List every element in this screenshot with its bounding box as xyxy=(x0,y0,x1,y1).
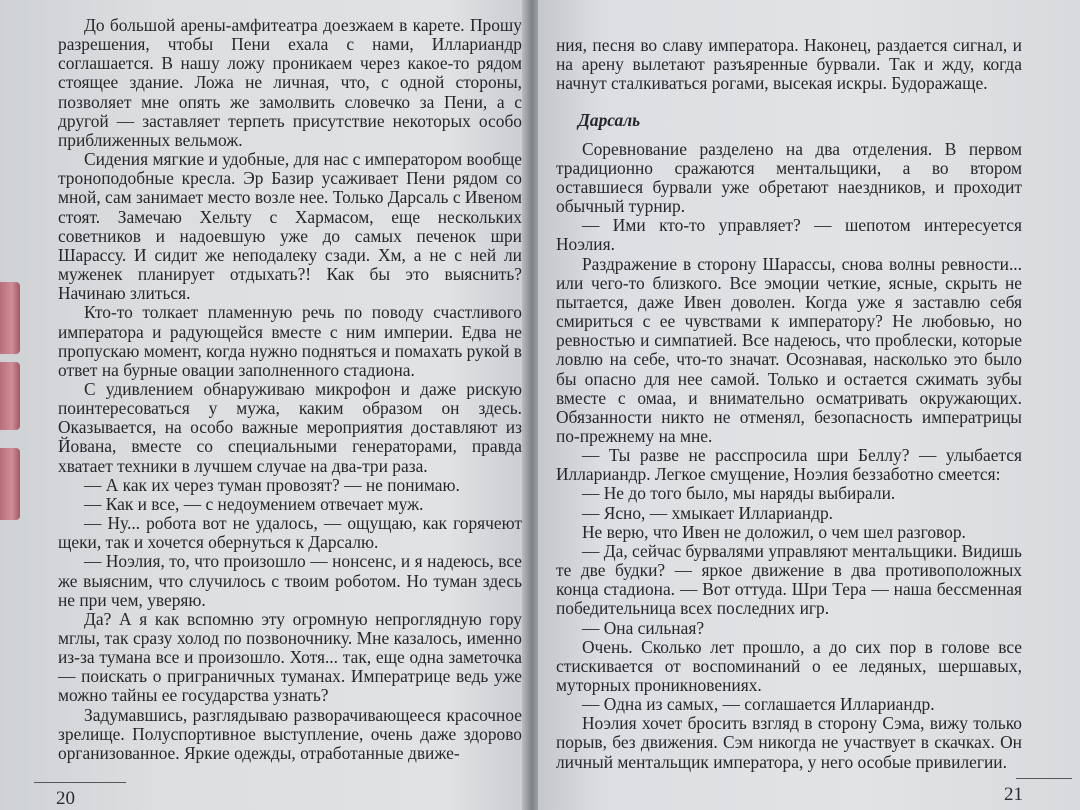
dialogue-line: — Не до того было, мы наряды выбирали. xyxy=(582,483,896,504)
paragraph: Задумавшись, разглядываю разворачивающееся красочное зрелище. Полуспортивное выступление, очень даже здорово организованное. Яркие одежды, отработанные движе- xyxy=(58,704,522,763)
paragraph: Очень. Сколько лет прошло, а до сих пор в голове все стискивается от воспоминаний о ее ледяных, шершавых, муторных проникновениях. xyxy=(556,636,1022,695)
section-heading: Дарсаль xyxy=(578,110,641,131)
right-page xyxy=(538,0,1080,810)
paragraph: Да? А я как вспомню эту огромную непроглядную гору мглы, так сразу холод по позвоночнику. Мне казалось, именно из-за тумана все и произошло. Хотя... так, еще одна заметочка — поискать о приграничных туманах. Императрице ведь уже можно тайны ее государства узнать? xyxy=(58,608,522,706)
paragraph: Соревнование разделено на два отделения. В первом традиционно сражаются ментальщики, а во втором оставшиеся бурвали уже обретают наездников, и проходит обычный турнир. xyxy=(556,138,1022,217)
page-number: 21 xyxy=(1004,784,1023,805)
dialogue-line: — Как и все, — с недоумением отвечает муж. xyxy=(84,493,424,514)
dialogue-line: — Она сильная? xyxy=(582,617,705,638)
paragraph: С удивлением обнаруживаю микрофон и даже рискую поинтересоваться у мужа, каким образом он здесь. Оказывается, на особо важные мероприятия доставляют из Йована, вместе со специальными генераторами, правда хватает техники в лучшем случае на два-три раза. xyxy=(58,378,522,476)
left-page xyxy=(0,0,528,810)
bookmark-tab xyxy=(0,362,20,430)
dialogue-line: — Ну... робота вот не удалось, — ощущаю, как горячеют щеки, так и хочется обернуться к Дарсалю. xyxy=(58,513,522,553)
paragraph: До большой арены-амфитеатра доезжаем в карете. Прошу разрешения, чтобы Пени ехала с нами, Иллариандр соглашается. В нашу ложу проникаем через какое-то рядом стоящее здание. Ложа не личная, что, с одной стороны, позволяет мне опять же замолвить словечко за Пени, а с другой — заставляет терпеть присутствие некоторых особо приближенных вельмож. xyxy=(58,15,522,150)
paragraph: Ноэлия хочет бросить взгляд в сторону Сэма, вижу только порыв, без движения. Сэм никогда не участвует в скачках. Он личный ментальщик императора, у него особые привилегии. xyxy=(556,713,1022,772)
paragraph: Раздражение в сторону Шарассы, снова волны ревности... или чего-то близкого. Все эмоции четкие, ясные, скрыть не пытается, даже Ивен доволен. Когда уже я заставлю себя смириться с ее чувствами к императору? Не любовью, но ревностью и симпатией. Все надеюсь, что проблески, которые ловлю на себе, что-то значат. Осознавая, насколько это было бы опасно для нее самой. Только и остается сжимать зубы вместе с омаа, и внимательно осматривать окружающих. Обязанности никто не отменял, безопасность императрицы по-прежнему на мне. xyxy=(556,253,1022,446)
dialogue-line: — Одна из самых, — соглашается Иллариандр. xyxy=(582,694,935,715)
paragraph: Не верю, что Ивен не доложил, о чем шел разговор. xyxy=(582,521,966,542)
footer-rule xyxy=(1016,778,1072,779)
left-page-text xyxy=(58,16,522,763)
paragraph: Сидения мягкие и удобные, для нас с императором вообще троноподобные кресла. Эр Базир усаживает Пени рядом со мной, сам занимает место возле нее. Только Дарсаль с Ивеном стоят. Замечаю Хельту с Хармасом, еще нескольких советников и надоевшую уже до самых печенок шри Шарассу. И сидит же неподалеку сзади. Хм, а не с ней ли муженек планирует отдыхать?! Как бы это выяснить? Начинаю злиться. xyxy=(58,149,522,304)
dialogue-line: — Ноэлия, то, что произошло — нонсенс, и я надеюсь, все же выясним, что случилось с твоим роботом. Но туман здесь не при чем, уверяю. xyxy=(58,551,522,610)
dialogue-line: — А как их через туман провозят? — не понимаю. xyxy=(84,474,460,495)
page-number: 20 xyxy=(56,788,75,809)
bookmark-tab xyxy=(0,448,20,520)
dialogue-line: — Ясно, — хмыкает Иллариандр. xyxy=(582,502,834,523)
paragraph: ния, песня во славу императора. Наконец, раздается сигнал, и на арену вылетают разъяренные бурвали. Так и жду, когда начнут сталкиваться рогами, высекая искры. Будоражаще. xyxy=(556,35,1022,94)
dialogue-line: — Да, сейчас бурвалями управляют ментальщики. Видишь те две будки? — яркое движение в два противоположных конца стадиона. — Вот оттуда. Шри Тера — наша бессменная победительница всех последних игр. xyxy=(556,540,1022,619)
right-page-text xyxy=(556,36,1022,772)
paragraph: Кто-то толкает пламенную речь по поводу счастливого императора и радующейся вместе с ним империи. Едва не пропускаю момент, когда нужно подняться и помахать рукой в ответ на бурные овации заполненного стадиона. xyxy=(58,302,522,380)
bookmark-tab xyxy=(0,282,20,354)
footer-rule xyxy=(34,782,126,783)
dialogue-line: — Ими кто-то управляет? — шепотом интересуется Ноэлия. xyxy=(556,215,1022,255)
dialogue-line: — Ты разве не расспросила шри Беллу? — улыбается Иллариандр. Легкое смущение, Ноэлия беззаботно смеется: xyxy=(556,445,1022,485)
